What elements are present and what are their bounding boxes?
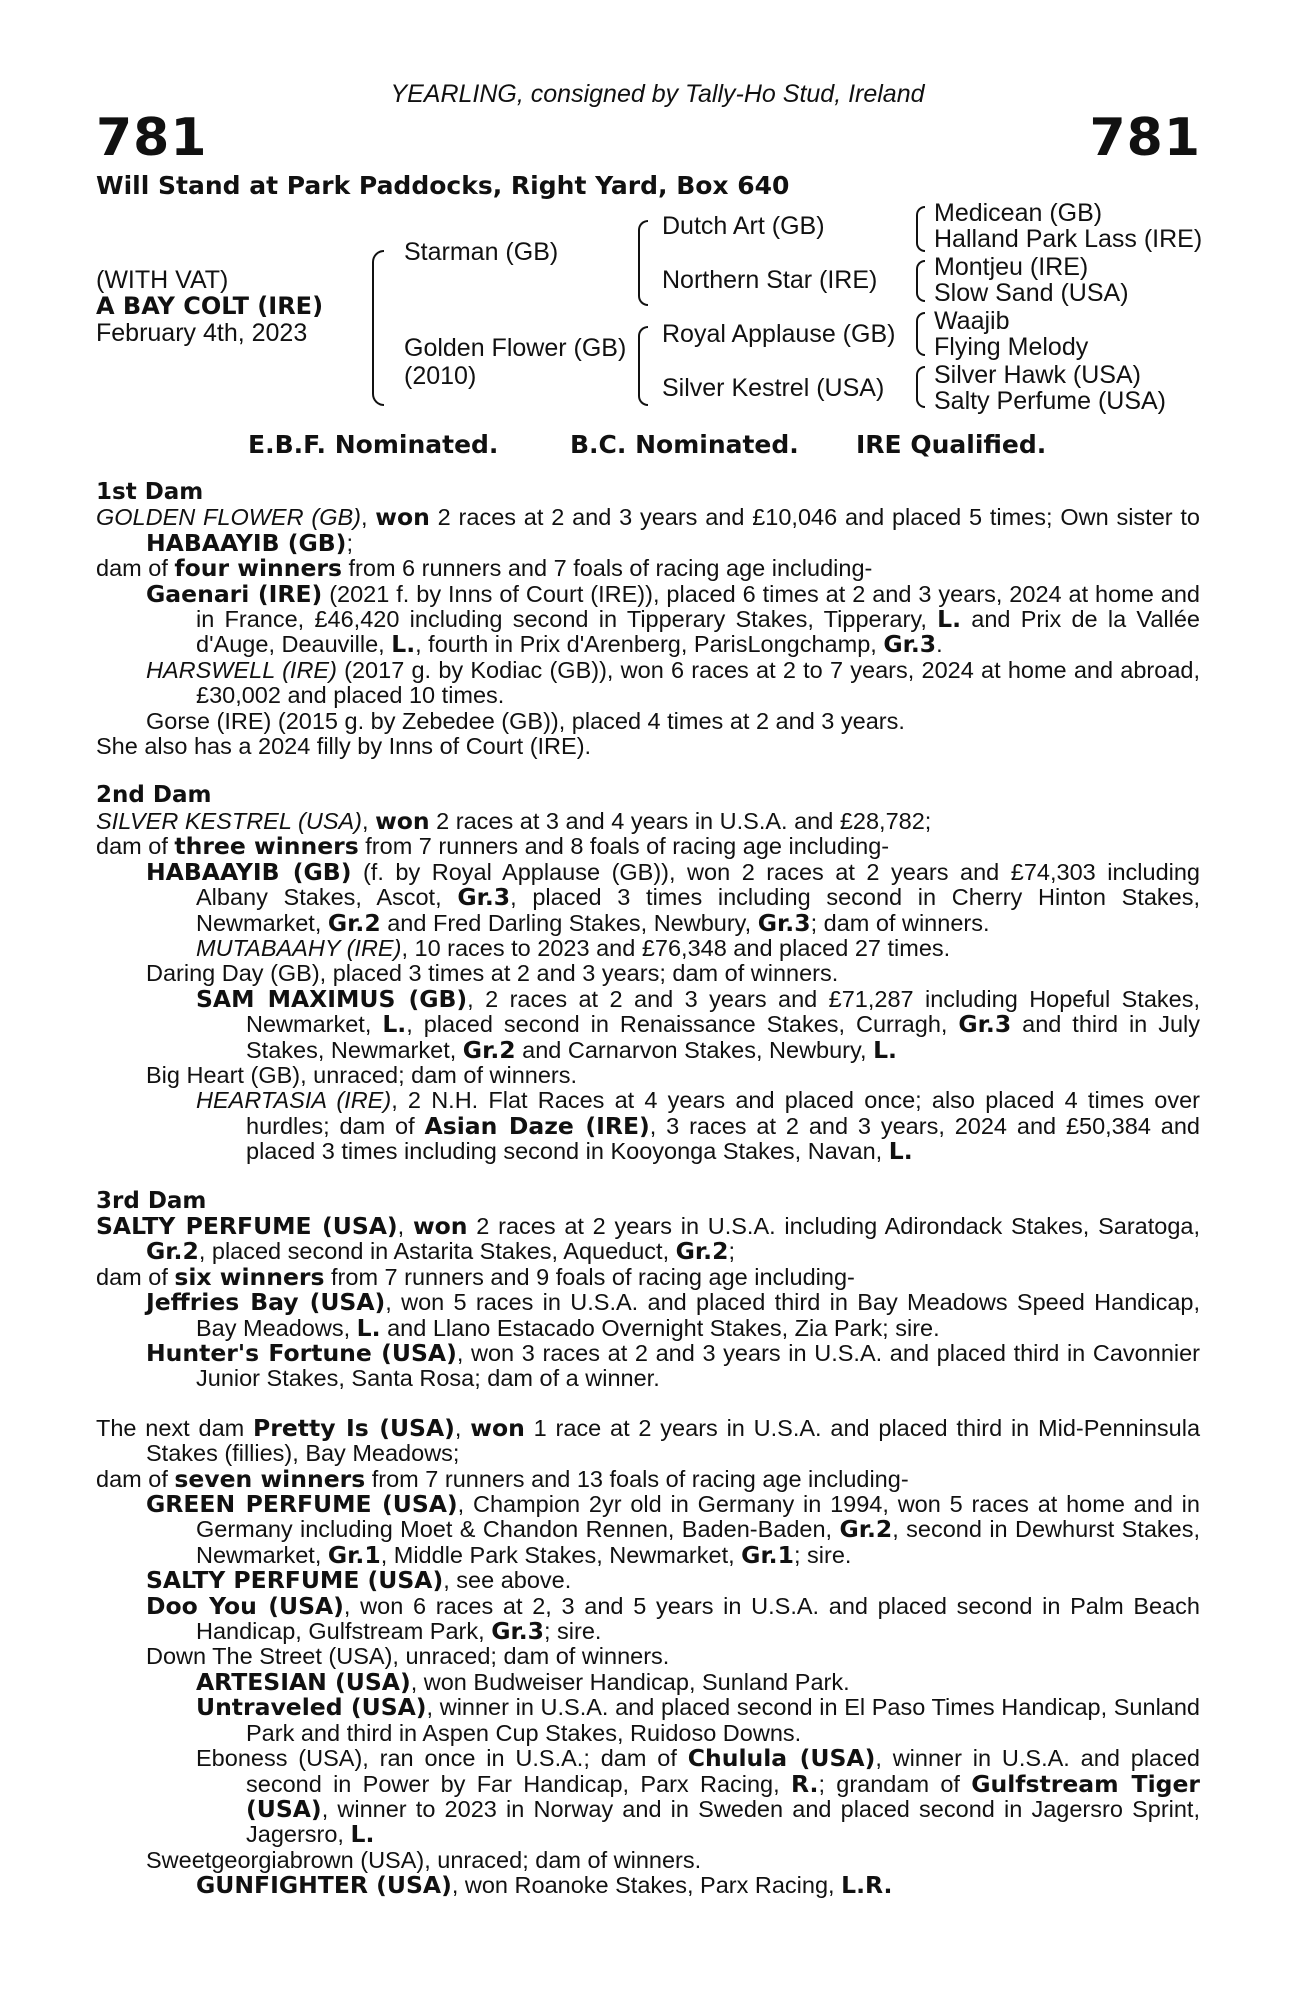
- offspring-heartasia: HEARTASIA (IRE), 2 N.H. Flat Races at 4 years and placed once; also placed 4 times over hurdles; dam of Asian Daze (IRE), 3 races at 2 and 3 years, 2024 and £50,384 and placed 3 times including second in Kooyonga Stakes, Navan, L.: [196, 1087, 1200, 1166]
- consignment-subtitle: YEARLING, consigned by Tally-Ho Stud, Ireland: [390, 80, 925, 108]
- offspring-sam-maximus: SAM MAXIMUS (GB), 2 races at 2 and 3 years and £71,287 including Hopeful Stakes, Newmarket, L., placed second in Renaissance Stakes, Curragh, Gr.3 and third in July Stakes, Newmarket, Gr.2 and Carnarvon Stakes, Newbury, L.: [196, 984, 1200, 1064]
- brace-dd: [916, 366, 925, 388]
- offspring-artesian: ARTESIAN (USA), won Budweiser Handicap, Sunland Park.: [196, 1667, 850, 1696]
- ire-qualification: IRE Qualified.: [856, 430, 1047, 459]
- pedigree-dam-dam: Silver Kestrel (USA): [662, 374, 885, 402]
- offspring-hunters-fortune: Hunter's Fortune (USA), won 3 races at 2 and 3 years in U.S.A. and placed third in Cavonnier Junior Stakes, Santa Rosa; dam of a winner.: [146, 1339, 1200, 1392]
- pedigree-dsd: Flying Melody: [934, 333, 1089, 361]
- lot-number-right: 781: [1089, 108, 1201, 168]
- offspring-harswell: HARSWELL (IRE) (2017 g. by Kodiac (GB)), won 6 races at 2 to 7 years, 2024 at home and abroad, £30,002 and placed 10 times.: [146, 656, 1200, 709]
- offspring-gaenari: Gaenari (IRE) (2021 f. by Inns of Court (IRE)), placed 6 times at 2 and 3 years, 2024 at home and in France, £46,420 including second in Tipperary Stakes, Tipperary, L. and Prix de la Vallée d'Auge, Deauville, L., fourth in Prix d'Arenberg, ParisLongchamp, Gr.3.: [146, 579, 1200, 659]
- brace-sire: [638, 220, 648, 266]
- offspring-doo-you: Doo You (USA), won 6 races at 2, 3 and 5 years in U.S.A. and placed second in Palm Beach Handicap, Gulfstream Park, Gr.3; sire.: [146, 1591, 1200, 1646]
- pedigree-sdd: Slow Sand (USA): [934, 279, 1129, 307]
- first-dam-note: She also has a 2024 filly by Inns of Court (IRE).: [96, 733, 592, 760]
- pedigree-ssd: Halland Park Lass (IRE): [934, 225, 1203, 253]
- pedigree-dds: Silver Hawk (USA): [934, 361, 1141, 389]
- brace-sd: [916, 260, 925, 282]
- horse-dob: February 4th, 2023: [96, 319, 308, 347]
- offspring-eboness: Eboness (USA), ran once in U.S.A.; dam of Chulula (USA), winner in U.S.A. and placed second in Power by Far Handicap, Parx Racing, R.; grandam of Gulfstream Tiger (USA), winner to 2023 in Norway and in Sweden and placed second in Jagersro Sprint, Jagersro, L.: [196, 1744, 1200, 1849]
- pedigree-sire-sire: Dutch Art (GB): [662, 212, 825, 240]
- second-dam-record: SILVER KESTREL (USA), won 2 races at 3 and 4 years in U.S.A. and £28,782;: [96, 806, 932, 835]
- offspring-big-heart: Big Heart (GB), unraced; dam of winners.: [146, 1061, 578, 1088]
- next-dam-produce-summary: dam of seven winners from 7 runners and 13 foals of racing age including-: [96, 1464, 909, 1493]
- third-dam-record: SALTY PERFUME (USA), won 2 races at 2 years in U.S.A. including Adirondack Stakes, Saratoga, Gr.2, placed second in Astarita Stakes, Aqueduct, Gr.2;: [96, 1211, 1200, 1266]
- offspring-daring-day: Daring Day (GB), placed 3 times at 2 and 3 years; dam of winners.: [146, 960, 839, 987]
- pedigree-dss: Waajib: [934, 307, 1010, 335]
- pedigree-dam-year: (2010): [404, 362, 477, 390]
- pedigree-dam: Golden Flower (GB): [404, 334, 627, 362]
- catalogue-body: [96, 480, 1200, 1899]
- bc-nomination: B.C. Nominated.: [570, 430, 799, 459]
- third-dam-produce-summary: dam of six winners from 7 runners and 9 foals of racing age including-: [96, 1262, 855, 1291]
- offspring-gunfighter: GUNFIGHTER (USA), won Roanoke Stakes, Parx Racing, L.R.: [196, 1871, 893, 1900]
- offspring-sweetgeorgiabrown: Sweetgeorgiabrown (USA), unraced; dam of winners.: [146, 1846, 702, 1873]
- horse-name: A BAY COLT (IRE): [96, 292, 324, 320]
- offspring-mutabaahy: MUTABAAHY (IRE), 10 races to 2023 and £76,348 and placed 27 times.: [196, 934, 951, 961]
- third-dam-heading: 3rd Dam: [96, 1187, 207, 1214]
- pedigree-sds: Montjeu (IRE): [934, 253, 1089, 281]
- second-dam-heading: 2nd Dam: [96, 782, 212, 809]
- offspring-salty-perfume: SALTY PERFUME (USA), see above.: [146, 1566, 572, 1595]
- first-dam-record: GOLDEN FLOWER (GB), won 2 races at 2 and 3 years and £10,046 and placed 5 times; Own sister to HABAAYIB (GB);: [96, 503, 1200, 557]
- offspring-habaayib: HABAAYIB (GB) (f. by Royal Applause (GB)), won 2 races at 2 years and £74,303 including Albany Stakes, Ascot, Gr.3, placed 3 times including second in Cherry Hinton Stakes, Newmarket, Gr.2 and Fred Darling Stakes, Newbury, Gr.3; dam of winners.: [146, 857, 1200, 937]
- pedigree-ddd: Salty Perfume (USA): [934, 387, 1167, 415]
- first-dam-heading: 1st Dam: [96, 479, 204, 505]
- brace-bottom-main: [372, 334, 384, 406]
- vat-note: (WITH VAT): [96, 266, 229, 294]
- offspring-down-the-street: Down The Street (USA), unraced; dam of winners.: [146, 1643, 670, 1670]
- next-dam-record: The next dam Pretty Is (USA), won 1 race at 2 years in U.S.A. and placed third in Mid-Penninsula Stakes (fillies), Bay Meadows;: [96, 1413, 1201, 1467]
- brace-ds: [916, 312, 925, 334]
- pedigree-dam-sire: Royal Applause (GB): [662, 320, 896, 348]
- second-dam-produce-summary: dam of three winners from 7 runners and 8 foals of racing age including-: [96, 832, 890, 861]
- offspring-gorse: Gorse (IRE) (2015 g. by Zebedee (GB)), placed 4 times at 2 and 3 years.: [146, 707, 905, 734]
- offspring-untraveled: Untraveled (USA), winner in U.S.A. and placed second in El Paso Times Handicap, Sunland Park and third in Aspen Cup Stakes, Ruidoso Downs.: [196, 1693, 1200, 1746]
- ebf-nomination: E.B.F. Nominated.: [248, 430, 499, 459]
- pedigree-sire-dam: Northern Star (IRE): [662, 266, 878, 294]
- first-dam-produce-summary: dam of four winners from 6 runners and 7 foals of racing age including-: [96, 554, 873, 583]
- stand-location: Will Stand at Park Paddocks, Right Yard, Box 640: [96, 171, 790, 200]
- offspring-green-perfume: GREEN PERFUME (USA), Champion 2yr old in Germany in 1994, won 5 races at home and in Germany including Moet & Chandon Rennen, Baden-Baden, Gr.2, second in Dewhurst Stakes, Newmarket, Gr.1, Middle Park Stakes, Newmarket, Gr.1; sire.: [146, 1490, 1200, 1569]
- pedigree-sss: Medicean (GB): [934, 199, 1103, 227]
- lot-number-left: 781: [96, 108, 208, 168]
- brace-dam: [638, 326, 648, 368]
- brace-ss: [916, 206, 925, 232]
- offspring-jeffries-bay: Jeffries Bay (USA), won 5 races in U.S.A. and placed third in Bay Meadows Speed Handicap, Bay Meadows, L. and Llano Estacado Overnight Stakes, Zia Park; sire.: [146, 1288, 1200, 1342]
- brace-top-main: [372, 250, 384, 336]
- pedigree-sire: Starman (GB): [404, 238, 559, 266]
